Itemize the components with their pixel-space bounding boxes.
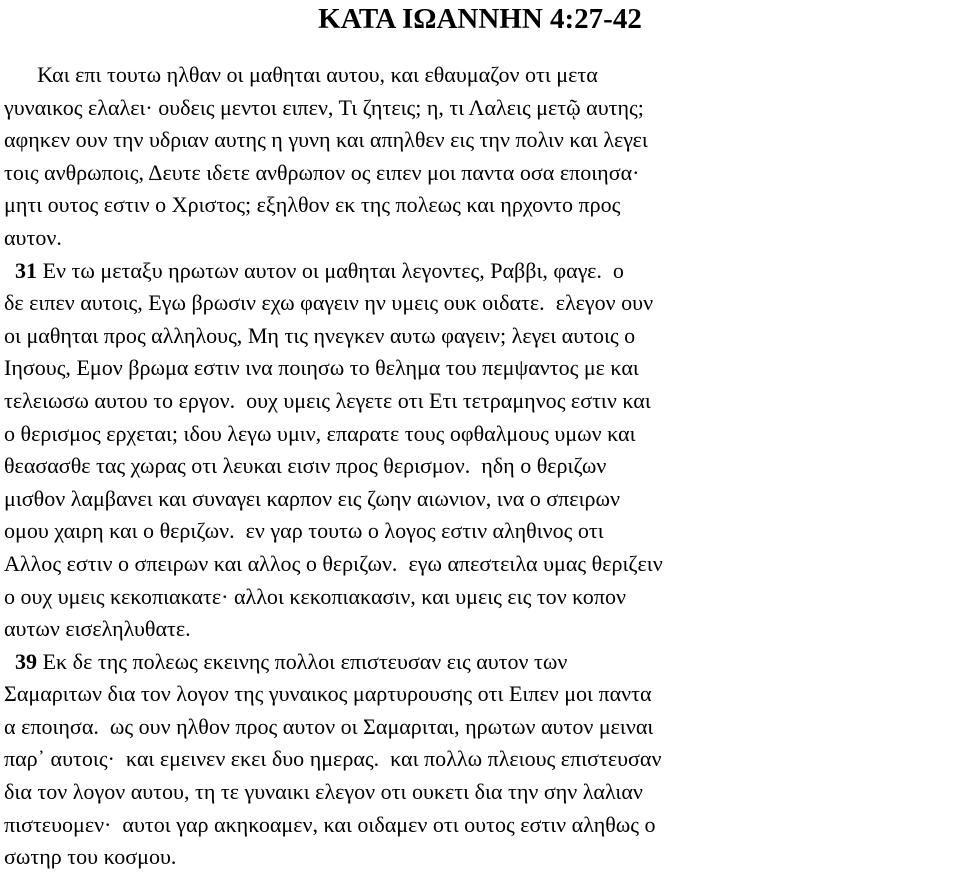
text-line (4, 548, 960, 581)
line-text: δια τον λογον αυτου, τη τε γυναικι ελεγον οτι ουκετι δια την σην λαλιαν (4, 779, 643, 805)
line-text: γυναικος ελαλει· ουδεις μεντοι ειπεν, Τι ζητεις; η, τι Λαλεις μετῷ αυτης; (4, 94, 644, 120)
text-line (4, 450, 960, 483)
text-line (4, 776, 960, 809)
line-text: αφηκεν ουν την υδριαν αυτης η γυνη και απηλθεν εις την πολιν και λεγει (4, 127, 648, 153)
line-text: σωτηρ του κοσμου. (4, 844, 177, 870)
text-line (4, 646, 960, 679)
text-line (4, 320, 960, 353)
line-text: Και επι τουτω ηλθαν οι μαθηται αυτου, και εθαυμαζον οτι μετα (4, 62, 598, 87)
line-text: οι μαθηται προς αλληλους, Μη τις ηνεγκεν αυτω φαγειν; λεγει αυτοις ο (4, 322, 636, 348)
text-line (4, 581, 960, 614)
line-text: αυτων εισεληλυθατε. (4, 616, 191, 642)
text-line (4, 124, 960, 157)
line-text: Αλλος εστιν ο σπειρων και αλλος ο θεριζων. εγω απεστειλα υμας θεριζειν (4, 550, 663, 576)
verse-number: 31 (15, 257, 38, 283)
line-text: ο ουχ υμεις κεκοπιακατε· αλλοι κεκοπιακασιν, και υμεις εις τον κοπον (4, 583, 626, 609)
line-text: μισθον λαμβανει και συναγει καρπον εις ζωην αιωνιον, ινα ο σπειρων (4, 485, 620, 511)
line-text: παρ᾽ αυτοις· και εμεινεν εκει δυο ημερας. και πολλω πλειους επιστευσαν (4, 746, 662, 772)
text-line (4, 841, 960, 874)
text-line (4, 189, 960, 222)
line-text: ομου χαιρη και ο θεριζων. εν γαρ τουτω ο λογος εστιν αληθινος οτι (4, 518, 604, 544)
text-line (4, 809, 960, 842)
text-line (4, 613, 960, 646)
line-text: θεασασθε τας χωρας οτι λευκαι εισιν προς θερισμον. ηδη ο θεριζων (4, 453, 607, 479)
line-text: Σαμαριτων δια τον λογον της γυναικος μαρτυρουσης οτι Ειπεν μοι παντα (4, 681, 652, 707)
line-text: Εν τω μεταξυ ηρωτων αυτον οι μαθηται λεγοντες, Ραββι, φαγε. ο (37, 257, 624, 283)
text-line (4, 255, 960, 288)
line-text: μητι ουτος εστιν ο Χριστος; εξηλθον εκ της πολεως και ηρχοντο προς (4, 192, 621, 218)
text-line (4, 222, 960, 255)
line-text: Εκ δε της πολεως εκεινης πολλοι επιστευσαν εις αυτον των (37, 648, 568, 674)
text-line (4, 711, 960, 744)
line-text: πιστευομεν· αυτοι γαρ ακηκοαμεν, και οιδαμεν οτι ουτος εστιν αληθως ο (4, 811, 656, 837)
text-line (4, 515, 960, 548)
text-line (4, 92, 960, 125)
text-line (4, 483, 960, 516)
line-indent (4, 649, 15, 674)
text-line (4, 743, 960, 776)
line-text: α εποιησα. ως ουν ηλθον προς αυτον οι Σαμαριται, ηρωτων αυτον μειναι (4, 713, 654, 739)
page-title: ΚΑΤΑ ΙΩΑΝΝΗΝ 4:27-42 (318, 3, 642, 35)
line-text: δε ειπεν αυτοις, Εγω βρωσιν εχω φαγειν ην υμεις ουκ οιδατε. ελεγον ουν (4, 290, 654, 316)
verse-number: 39 (15, 648, 38, 674)
text-line (4, 418, 960, 451)
text-line (4, 59, 960, 92)
text-line (4, 678, 960, 711)
line-text: ο θερισμος ερχεται; ιδου λεγω υμιν, επαρατε τους οφθαλμους υμων και (4, 420, 636, 446)
line-text: Ιησους, Εμον βρωμα εστιν ινα ποιησω το θελημα του πεμψαντος με και (4, 355, 639, 381)
text-line (4, 287, 960, 320)
text-line (4, 352, 960, 385)
text-line (4, 385, 960, 418)
line-indent (4, 258, 15, 283)
passage-text (4, 59, 960, 874)
text-line (4, 157, 960, 190)
line-text: αυτον. (4, 224, 62, 250)
line-text: τοις ανθρωποις, Δευτε ιδετε ανθρωπον ος ειπεν μοι παντα οσα εποιησα· (4, 159, 640, 185)
line-text: τελειωσω αυτου το εργον. ουχ υμεις λεγετε οτι Ετι τετραμηνος εστιν και (4, 387, 651, 413)
